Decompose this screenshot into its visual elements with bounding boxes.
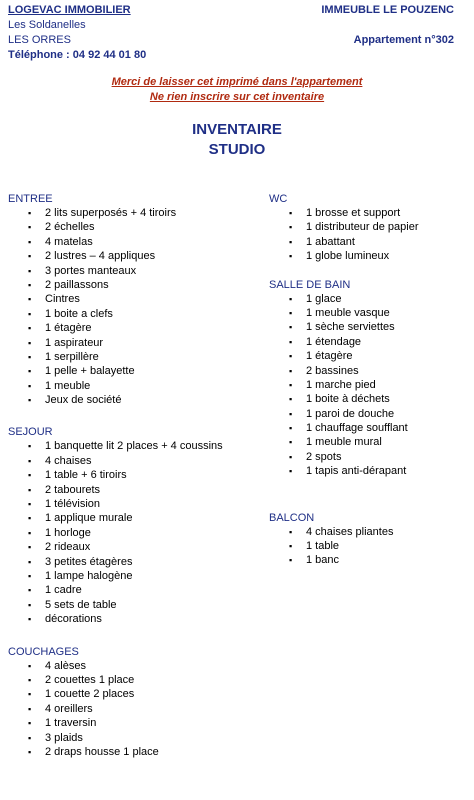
section-entree	[8, 192, 258, 407]
list-item	[269, 249, 469, 263]
list-item	[8, 292, 258, 306]
notice-line-1: Merci de laisser cet imprimé dans l'appartement	[111, 76, 363, 88]
list-item	[8, 598, 258, 612]
list-item	[8, 249, 258, 263]
item-text: 2 paillassons	[45, 278, 109, 291]
item-list	[269, 292, 469, 479]
list-item	[8, 702, 258, 716]
bullet-icon: ▪	[289, 336, 293, 347]
list-item	[8, 321, 258, 335]
item-text: 1 étagère	[306, 350, 353, 363]
section-balcon	[269, 511, 469, 568]
bullet-icon: ▪	[28, 251, 32, 262]
bullet-icon: ▪	[28, 222, 32, 233]
item-text: 2 lits superposés + 4 tiroirs	[45, 207, 177, 219]
phone-number: Téléphone : 04 92 44 01 80	[8, 49, 147, 61]
list-item	[8, 540, 258, 554]
item-text: 4 chaises pliantes	[306, 525, 394, 538]
bullet-icon: ▪	[289, 408, 293, 419]
list-item	[269, 335, 469, 349]
item-text: 1 meuble mural	[306, 436, 382, 449]
item-text: 1 couette 2 places	[45, 688, 135, 701]
item-text: 1 cadre	[45, 584, 82, 597]
bullet-icon: ▪	[28, 527, 32, 538]
bullet-icon: ▪	[28, 542, 32, 553]
item-text: 3 portes manteaux	[45, 264, 137, 277]
list-item	[8, 555, 258, 569]
item-text: 2 draps housse 1 place	[45, 745, 159, 758]
list-item	[8, 483, 258, 497]
list-item	[269, 235, 469, 249]
list-item	[8, 468, 258, 482]
bullet-icon: ▪	[289, 555, 293, 566]
bullet-icon: ▪	[28, 395, 32, 406]
company-name: LOGEVAC IMMOBILIER	[8, 4, 131, 16]
list-item	[8, 454, 258, 468]
bullet-icon: ▪	[28, 279, 32, 290]
notice-line-2: Ne rien inscrire sur cet inventaire	[149, 91, 325, 103]
list-item	[8, 336, 258, 350]
list-item	[269, 392, 469, 406]
list-item	[269, 292, 469, 306]
section-title: SALLE DE BAIN	[269, 278, 351, 291]
bullet-icon: ▪	[28, 265, 32, 276]
list-item	[8, 439, 258, 453]
section-title: WC	[269, 193, 288, 205]
bullet-icon: ▪	[28, 308, 32, 319]
item-text: 4 alèses	[45, 659, 86, 672]
building-name: IMMEUBLE LE POUZENC	[321, 4, 454, 16]
list-item	[8, 364, 258, 378]
item-text: 4 chaises	[45, 454, 92, 467]
bullet-icon: ▪	[28, 513, 32, 524]
bullet-icon: ▪	[289, 251, 293, 262]
list-item	[8, 716, 258, 730]
item-text: 1 traversin	[45, 717, 97, 730]
item-text: 1 étendage	[306, 335, 362, 348]
bullet-icon: ▪	[289, 526, 293, 537]
list-item	[8, 379, 258, 393]
item-text: 1 télévision	[45, 498, 101, 511]
bullet-icon: ▪	[28, 470, 32, 481]
item-text: 1 boite a clefs	[45, 307, 113, 320]
section-title: ENTREE	[8, 193, 53, 205]
bullet-icon: ▪	[28, 570, 32, 581]
item-text: 1 abattant	[306, 235, 355, 248]
item-text: 2 échelles	[45, 221, 95, 234]
item-text: 1 meuble	[45, 379, 91, 392]
bullet-icon: ▪	[28, 732, 32, 743]
list-item	[8, 569, 258, 583]
list-item	[269, 539, 469, 553]
item-text: 2 lustres – 4 appliques	[45, 250, 156, 263]
right-column	[269, 192, 469, 568]
bullet-icon: ▪	[289, 423, 293, 434]
header-left	[8, 3, 146, 63]
section-sejour	[8, 425, 258, 626]
bullet-icon: ▪	[289, 541, 293, 552]
item-text: 2 spots	[306, 450, 342, 463]
section-salle-de-bain	[269, 278, 469, 479]
list-item	[8, 497, 258, 511]
list-item	[8, 745, 258, 759]
page-title: INVENTAIRE	[192, 121, 282, 138]
bullet-icon: ▪	[28, 614, 32, 625]
bullet-icon: ▪	[28, 455, 32, 466]
list-item	[269, 450, 469, 464]
notice	[0, 75, 474, 105]
item-text: 4 matelas	[45, 235, 93, 248]
header-right	[321, 3, 454, 48]
list-item	[8, 673, 258, 687]
item-text: 3 petites étagères	[45, 555, 133, 568]
list-item	[8, 612, 258, 626]
bullet-icon: ▪	[28, 351, 32, 362]
list-item	[269, 306, 469, 320]
item-text: 1 banquette lit 2 places + 4 coussins	[45, 440, 223, 453]
item-text: Cintres	[45, 293, 80, 306]
bullet-icon: ▪	[28, 556, 32, 567]
list-item	[8, 350, 258, 364]
bullet-icon: ▪	[28, 236, 32, 247]
item-text: 1 paroi de douche	[306, 407, 395, 420]
bullet-icon: ▪	[28, 441, 32, 452]
item-text: 1 sèche serviettes	[306, 321, 395, 334]
list-item	[269, 464, 469, 478]
bullet-icon: ▪	[28, 366, 32, 377]
item-text: 3 plaids	[45, 731, 83, 744]
bullet-icon: ▪	[28, 703, 32, 714]
bullet-icon: ▪	[28, 746, 32, 757]
list-item	[269, 320, 469, 334]
item-text: 1 aspirateur	[45, 336, 104, 349]
item-list	[269, 206, 469, 264]
section-title: SEJOUR	[8, 426, 53, 439]
item-text: 1 brosse et support	[306, 207, 401, 219]
list-item	[8, 206, 258, 220]
item-text: 1 distributeur de papier	[306, 221, 419, 234]
item-text: 1 serpillère	[45, 350, 99, 363]
list-item	[8, 264, 258, 278]
bullet-icon: ▪	[28, 599, 32, 610]
bullet-icon: ▪	[289, 466, 293, 477]
item-list	[269, 525, 469, 568]
address-line-1: Les Soldanelles	[8, 19, 86, 31]
list-item	[269, 378, 469, 392]
item-text: 1 marche pied	[306, 378, 376, 391]
item-text: 2 bassines	[306, 364, 359, 377]
item-text: 1 pelle + balayette	[45, 365, 135, 378]
section-title: BALCON	[269, 511, 315, 524]
bullet-icon: ▪	[289, 365, 293, 376]
bullet-icon: ▪	[289, 351, 293, 362]
item-text: 1 étagère	[45, 322, 92, 335]
item-text: 1 banc	[306, 554, 340, 567]
item-text: 5 sets de table	[45, 598, 117, 611]
section-wc	[269, 192, 469, 264]
list-item	[269, 206, 469, 220]
bullet-icon: ▪	[289, 293, 293, 304]
list-item	[8, 526, 258, 540]
bullet-icon: ▪	[28, 323, 32, 334]
bullet-icon: ▪	[28, 380, 32, 391]
list-item	[269, 407, 469, 421]
item-text: 1 globe lumineux	[306, 250, 390, 263]
item-text: 1 chauffage soufflant	[306, 422, 408, 435]
apartment-number: Appartement n°302	[353, 34, 454, 46]
bullet-icon: ▪	[28, 689, 32, 700]
bullet-icon: ▪	[289, 307, 293, 318]
item-list	[8, 439, 258, 626]
page-subtitle: STUDIO	[208, 141, 266, 158]
section-title: COUCHAGES	[8, 645, 79, 658]
bullet-icon: ▪	[28, 660, 32, 671]
bullet-icon: ▪	[289, 451, 293, 462]
list-item	[269, 421, 469, 435]
item-text: 1 horloge	[45, 526, 91, 539]
list-item	[8, 659, 258, 673]
left-column	[8, 192, 258, 759]
item-text: 4 oreillers	[45, 702, 93, 715]
list-item	[269, 525, 469, 539]
bullet-icon: ▪	[28, 674, 32, 685]
address-line-2: LES ORRES	[8, 34, 71, 46]
bullet-icon: ▪	[28, 585, 32, 596]
item-text: 1 lampe halogène	[45, 569, 133, 582]
bullet-icon: ▪	[28, 484, 32, 495]
bullet-icon: ▪	[289, 222, 293, 233]
document-titles	[0, 120, 474, 160]
list-item	[8, 235, 258, 249]
item-list	[8, 206, 258, 407]
list-item	[8, 393, 258, 407]
item-text: Jeux de société	[45, 394, 122, 407]
list-item	[269, 364, 469, 378]
list-item	[269, 553, 469, 567]
bullet-icon: ▪	[289, 236, 293, 247]
bullet-icon: ▪	[289, 437, 293, 448]
list-item	[8, 687, 258, 701]
list-item	[8, 278, 258, 292]
bullet-icon: ▪	[289, 394, 293, 405]
bullet-icon: ▪	[28, 294, 32, 305]
item-text: 1 applique murale	[45, 512, 133, 525]
section-couchages	[8, 645, 258, 760]
item-text: 1 table + 6 tiroirs	[45, 469, 127, 482]
item-text: décorations	[45, 613, 102, 626]
item-text: 1 boite à déchets	[306, 393, 390, 406]
list-item	[8, 731, 258, 745]
item-text: 1 glace	[306, 292, 342, 305]
item-text: 2 tabourets	[45, 483, 101, 496]
item-text: 1 tapis anti-dérapant	[306, 465, 407, 478]
list-item	[8, 583, 258, 597]
list-item	[269, 220, 469, 234]
bullet-icon: ▪	[28, 337, 32, 348]
list-item	[8, 220, 258, 234]
list-item	[8, 511, 258, 525]
bullet-icon: ▪	[28, 208, 32, 218]
list-item	[269, 349, 469, 363]
list-item	[8, 307, 258, 321]
item-text: 2 rideaux	[45, 541, 91, 554]
bullet-icon: ▪	[289, 322, 293, 333]
bullet-icon: ▪	[289, 208, 293, 218]
bullet-icon: ▪	[28, 718, 32, 729]
item-list	[8, 659, 258, 760]
bullet-icon: ▪	[289, 379, 293, 390]
bullet-icon: ▪	[28, 499, 32, 510]
item-text: 2 couettes 1 place	[45, 673, 135, 686]
item-text: 1 table	[306, 540, 340, 553]
list-item	[269, 435, 469, 449]
item-text: 1 meuble vasque	[306, 306, 390, 319]
